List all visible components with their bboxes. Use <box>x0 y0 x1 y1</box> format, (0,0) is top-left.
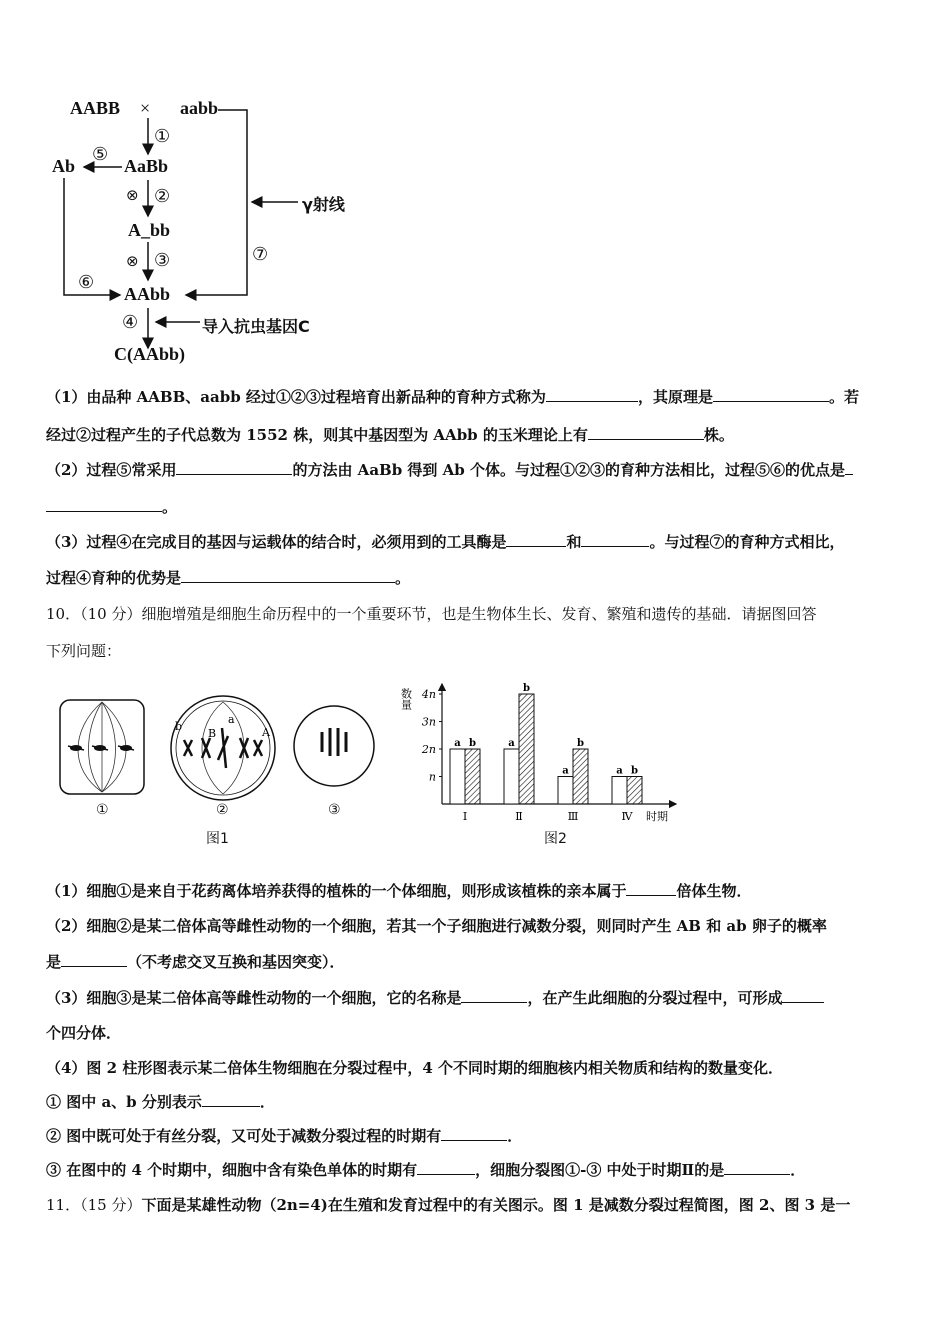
bar-b-3 <box>573 749 588 804</box>
y-tick-label: 3n <box>421 715 436 729</box>
step-2-label: ② <box>154 186 171 207</box>
cell-1-label: ① <box>96 802 109 818</box>
bar-label-a: a <box>562 765 569 777</box>
q9-part3-line2: 过程④育种的优势是 。 <box>46 569 411 587</box>
y-tick-label: 2n <box>421 743 436 756</box>
parent-aabb-lower: aabb <box>180 98 219 118</box>
q9-blank-enzyme2[interactable] <box>581 532 649 547</box>
bar-a-2 <box>504 749 519 804</box>
q10-number: 10． <box>46 605 81 623</box>
q9-part1-line2: 经过②过程产生的子代总数为 1552 株，则其中基因型为 AAbb 的玉米理论上有 株。 <box>46 426 734 444</box>
gene-insertion-label: 导入抗虫基因C <box>202 317 310 336</box>
q10-blank-cell-name[interactable] <box>461 988 527 1003</box>
y-axis-label: 数量 <box>399 688 413 710</box>
cell2-letter-a: a <box>228 713 235 726</box>
x-tick-label: Ⅲ <box>567 810 579 823</box>
step-3-label: ③ <box>154 250 171 271</box>
bar-label-b: b <box>469 738 476 749</box>
cell2-letter-A: A <box>262 726 270 739</box>
bar-a-3 <box>558 777 573 805</box>
q9-part2-line1: （2）过程⑤常采用 的方法由 AaBb 得到 Ab 个体。与过程①②③的育种方法相比，过程⑤⑥的优点是 <box>46 459 853 480</box>
bar-a-4 <box>612 777 627 805</box>
y-tick-label: 4n <box>421 688 436 701</box>
q10-part3-line1: （3）细胞③是某二倍体高等雌性动物的一个细胞，它的名称是 ，在产生此细胞的分裂过程中，可形成 <box>46 987 824 1008</box>
gamma-ray-label: γ射线 <box>302 195 345 214</box>
q9-blank-count[interactable] <box>588 425 704 440</box>
q10-part2-line2: 是 （不考虑交叉互换和基因突变）． <box>46 953 345 971</box>
q11-score: （15 分） <box>80 1196 142 1214</box>
bar-b-1 <box>465 749 480 804</box>
step-4-label: ④ <box>122 312 139 333</box>
q10-part1: （1）细胞①是来自于花药离体培养获得的植株的一个体细胞，则形成该植株的亲本属于 倍体生物． <box>46 882 752 900</box>
cell2-letter-b: b <box>175 720 183 733</box>
q10-blank-periods[interactable] <box>441 1126 507 1141</box>
q9-blank-enzyme1[interactable] <box>506 532 566 547</box>
step-1-label: ① <box>154 126 171 147</box>
self-symbol-2: ⊗ <box>126 252 139 270</box>
figure-2 <box>398 676 698 856</box>
q10-score: （10 分） <box>80 605 142 623</box>
bar-a-1 <box>450 749 465 804</box>
q10-sub1: ① 图中 a、b 分别表示 ． <box>46 1093 275 1111</box>
q9-blank-principle[interactable] <box>713 387 829 402</box>
cell-2-label: ② <box>216 802 229 818</box>
q10-sub2: ② 图中既可处于有丝分裂，又可处于减数分裂过程的时期有 ． <box>46 1127 523 1145</box>
step-5-label: ⑤ <box>92 144 109 165</box>
figure-1 <box>50 690 390 850</box>
x-tick-label: Ⅰ <box>462 810 468 823</box>
q9-blank-benefit[interactable] <box>181 568 395 583</box>
step-6-label: ⑥ <box>78 272 95 293</box>
bar-b-4 <box>627 777 642 805</box>
q11-number: 11． <box>46 1196 81 1214</box>
q10-blank-probability[interactable] <box>61 952 127 967</box>
x-tick-label: Ⅳ <box>621 810 633 823</box>
bar-b-2 <box>519 694 534 804</box>
bar-label-b: b <box>523 683 530 694</box>
q9-blank-technique[interactable] <box>176 460 292 475</box>
q9-blank-advantage[interactable] <box>46 497 162 512</box>
cell-3-label: ③ <box>328 802 341 818</box>
cell-1-drawing <box>60 700 144 794</box>
q10-blank-tetrads[interactable] <box>782 988 824 1003</box>
q9-blank-method[interactable] <box>546 387 638 402</box>
breeding-diagram <box>40 90 380 380</box>
bar-label-a: a <box>508 738 515 749</box>
y-tick-label: n <box>428 770 436 784</box>
bar-label-b: b <box>631 765 638 777</box>
figure-1-caption: 图1 <box>206 831 229 847</box>
figure-1-cells <box>50 690 390 850</box>
parent-aabb-upper: AABB <box>70 98 121 118</box>
q10-part2-line1: （2）细胞②是某二倍体高等雌性动物的一个细胞，若其一个子细胞进行减数分裂，则同时产生 AB 和 ab 卵子的概率 <box>46 917 827 935</box>
q10-part3-line2: 个四分体． <box>46 1024 122 1042</box>
q10-part4: （4）图 2 柱形图表示某二倍体生物细胞在分裂过程中，4 个不同时期的细胞核内相关物质和结构的数量变化． <box>46 1059 783 1077</box>
cell-3-drawing <box>294 706 374 786</box>
a-bb-node: A_bb <box>128 220 171 240</box>
q11-stem: 11．（15 分）下面是某雄性动物（2n=4)在生殖和发育过程中的有关图示。图 1 是减数分裂过程简图，图 2、图 3 是一 <box>46 1196 851 1214</box>
aabb-target-node: AAbb <box>124 284 171 304</box>
q10-stem-line2: 下列问题： <box>46 642 122 660</box>
q10-blank-a-b-meaning[interactable] <box>202 1092 260 1107</box>
step-7-label: ⑦ <box>252 244 269 265</box>
q9-part1-line1: （1）由品种 AABB、aabb 经过①②③过程培育出新品种的育种方式称为 ，其原理是 。若 <box>46 388 859 406</box>
f1-node: AaBb <box>124 156 169 176</box>
q9-blank-advantage-start[interactable] <box>845 460 853 475</box>
q10-blank-chromatid-periods[interactable] <box>417 1160 475 1175</box>
figure-2-caption: 图2 <box>544 831 567 847</box>
q10-blank-period-ii-cell[interactable] <box>724 1160 790 1175</box>
cross-symbol: × <box>140 98 151 118</box>
q10-sub3: ③ 在图中的 4 个时期中，细胞中含有染色单体的时期有 ，细胞分裂图①-③ 中处于时期Ⅱ的是 ． <box>46 1161 806 1179</box>
ab-node: Ab <box>52 156 76 176</box>
x-axis-label: 时期 <box>646 810 668 823</box>
x-tick-label: Ⅱ <box>515 810 523 823</box>
bar-label-a: a <box>616 765 623 777</box>
self-symbol-1: ⊗ <box>126 186 139 204</box>
c-product-node: C(AAbb) <box>114 344 186 364</box>
bar-label-b: b <box>577 738 584 749</box>
cell2-letter-B: B <box>208 727 217 740</box>
cell-2-drawing <box>171 696 275 800</box>
q9-part3-line1: （3）过程④在完成目的基因与运载体的结合时，必须用到的工具酶是 和 。与过程⑦的育种方式相比， <box>46 533 845 551</box>
q10-blank-ploidy[interactable] <box>626 881 676 896</box>
bar-label-a: a <box>454 738 461 749</box>
q10-stem-line1: 10．（10 分）细胞增殖是细胞生命历程中的一个重要环节，也是生物体生长、发育、繁殖和遗传的基础．请据图回答 <box>46 605 817 623</box>
q9-part2-line2: 。 <box>46 496 177 517</box>
